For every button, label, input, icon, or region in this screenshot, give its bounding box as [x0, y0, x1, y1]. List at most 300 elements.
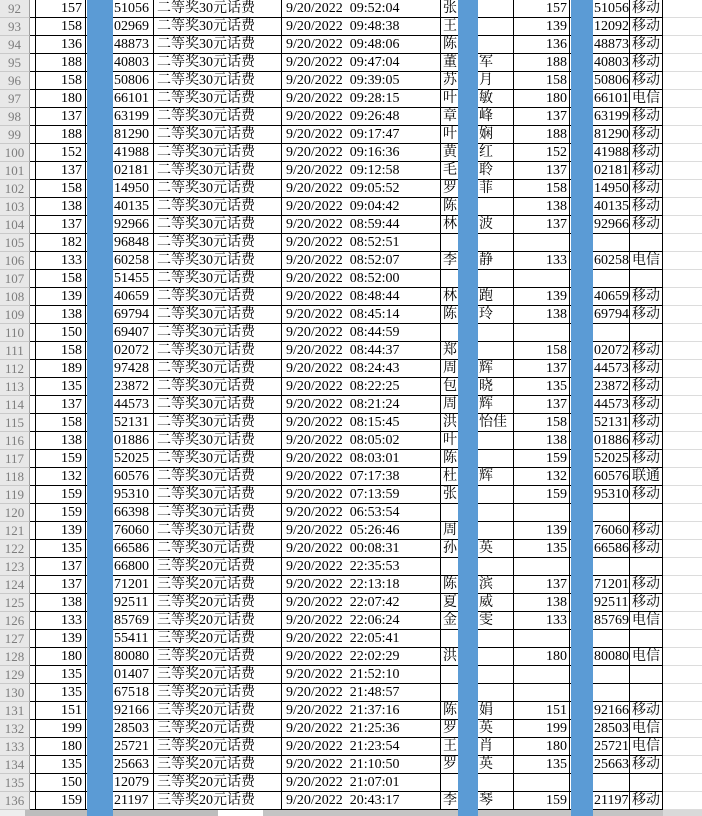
cell-outside-table[interactable]	[663, 612, 702, 630]
cell-phone-left-suffix[interactable]: 52025	[86, 450, 154, 468]
cell-carrier[interactable]: 移动	[630, 522, 663, 540]
cell-outside-table[interactable]	[663, 594, 702, 612]
cell-prize[interactable]: 二等奖30元话费	[154, 414, 282, 432]
cell-datetime[interactable]: 9/20/2022 09:05:52	[282, 180, 441, 198]
row-number[interactable]: 111	[0, 342, 30, 360]
cell-prize[interactable]: 三等奖20元话费	[154, 630, 282, 648]
row-number[interactable]: 128	[0, 648, 30, 666]
cell-phone-left-suffix[interactable]: 66586	[86, 540, 154, 558]
cell-datetime[interactable]: 9/20/2022 22:13:18	[282, 576, 441, 594]
cell-carrier[interactable]: 电信	[630, 612, 663, 630]
cell-phone-left-prefix[interactable]: 180	[36, 648, 86, 666]
cell-datetime[interactable]: 9/20/2022 07:17:38	[282, 468, 441, 486]
cell-outside-table[interactable]	[663, 72, 702, 90]
cell-phone-right-prefix[interactable]	[514, 234, 570, 252]
cell-prize[interactable]: 三等奖20元话费	[154, 738, 282, 756]
cell-phone-right-prefix[interactable]: 137	[514, 396, 570, 414]
cell-phone-left-prefix[interactable]: 138	[36, 306, 86, 324]
cell-datetime[interactable]: 9/20/2022 22:35:53	[282, 558, 441, 576]
cell-carrier[interactable]: 移动	[630, 306, 663, 324]
cell-phone-left-prefix[interactable]: 159	[36, 486, 86, 504]
cell-datetime[interactable]: 9/20/2022 22:06:24	[282, 612, 441, 630]
cell-carrier[interactable]: 联通	[630, 468, 663, 486]
cell-phone-right-suffix[interactable]: 44573	[570, 396, 630, 414]
cell-phone-right-prefix[interactable]: 159	[514, 792, 570, 810]
row-number[interactable]: 101	[0, 162, 30, 180]
cell-prize[interactable]: 二等奖30元话费	[154, 162, 282, 180]
cell-phone-right-prefix[interactable]	[514, 774, 570, 792]
cell-outside-table[interactable]	[663, 342, 702, 360]
cell-prize[interactable]: 三等奖20元话费	[154, 612, 282, 630]
cell-phone-right-prefix[interactable]: 138	[514, 594, 570, 612]
cell-phone-right-suffix[interactable]: 66101	[570, 90, 630, 108]
cell-phone-left-suffix[interactable]: 95310	[86, 486, 154, 504]
cell-phone-right-suffix[interactable]: 66586	[570, 540, 630, 558]
cell-prize[interactable]: 二等奖30元话费	[154, 234, 282, 252]
cell-prize[interactable]: 三等奖20元话费	[154, 576, 282, 594]
row-number[interactable]: 105	[0, 234, 30, 252]
row-number[interactable]: 95	[0, 54, 30, 72]
cell-datetime[interactable]: 9/20/2022 08:22:25	[282, 378, 441, 396]
cell-phone-right-prefix[interactable]: 188	[514, 126, 570, 144]
cell-outside-table[interactable]	[663, 576, 702, 594]
cell-phone-left-prefix[interactable]: 135	[36, 756, 86, 774]
cell-phone-right-prefix[interactable]	[514, 324, 570, 342]
row-number[interactable]: 127	[0, 630, 30, 648]
cell-outside-table[interactable]	[663, 162, 702, 180]
cell-datetime[interactable]: 9/20/2022 21:23:54	[282, 738, 441, 756]
cell-phone-right-suffix[interactable]: 40803	[570, 54, 630, 72]
cell-phone-left-suffix[interactable]: 97428	[86, 360, 154, 378]
cell-prize[interactable]: 三等奖20元话费	[154, 666, 282, 684]
cell-carrier[interactable]	[630, 774, 663, 792]
cell-datetime[interactable]: 9/20/2022 22:05:41	[282, 630, 441, 648]
cell-datetime[interactable]: 9/20/2022 08:52:00	[282, 270, 441, 288]
cell-phone-left-prefix[interactable]: 189	[36, 360, 86, 378]
cell-phone-right-prefix[interactable]	[514, 504, 570, 522]
cell-phone-left-suffix[interactable]: 01407	[86, 666, 154, 684]
cell-prize[interactable]: 二等奖30元话费	[154, 486, 282, 504]
cell-carrier[interactable]: 移动	[630, 414, 663, 432]
cell-phone-left-suffix[interactable]: 48873	[86, 36, 154, 54]
cell-prize[interactable]: 二等奖30元话费	[154, 144, 282, 162]
cell-outside-table[interactable]	[663, 486, 702, 504]
row-number[interactable]: 115	[0, 414, 30, 432]
cell-phone-right-prefix[interactable]	[514, 666, 570, 684]
cell-phone-left-prefix[interactable]: 150	[36, 324, 86, 342]
cell-phone-right-suffix[interactable]: 76060	[570, 522, 630, 540]
cell-phone-left-prefix[interactable]: 138	[36, 198, 86, 216]
cell-prize[interactable]: 三等奖20元话费	[154, 594, 282, 612]
cell-carrier[interactable]: 移动	[630, 108, 663, 126]
cell-datetime[interactable]: 9/20/2022 09:47:04	[282, 54, 441, 72]
cell-phone-left-suffix[interactable]: 76060	[86, 522, 154, 540]
cell-phone-left-suffix[interactable]: 60258	[86, 252, 154, 270]
cell-phone-left-prefix[interactable]: 158	[36, 18, 86, 36]
cell-outside-table[interactable]	[663, 180, 702, 198]
cell-prize[interactable]: 二等奖30元话费	[154, 468, 282, 486]
row-number[interactable]: 99	[0, 126, 30, 144]
cell-prize[interactable]: 二等奖30元话费	[154, 540, 282, 558]
cell-datetime[interactable]: 9/20/2022 09:16:36	[282, 144, 441, 162]
cell-phone-right-prefix[interactable]	[514, 630, 570, 648]
cell-carrier[interactable]: 电信	[630, 90, 663, 108]
cell-datetime[interactable]: 9/20/2022 07:13:59	[282, 486, 441, 504]
cell-phone-right-suffix[interactable]: 40135	[570, 198, 630, 216]
cell-phone-left-prefix[interactable]: 137	[36, 576, 86, 594]
cell-phone-right-suffix[interactable]: 51056	[570, 0, 630, 18]
row-number[interactable]: 107	[0, 270, 30, 288]
cell-prize[interactable]: 二等奖30元话费	[154, 288, 282, 306]
row-number[interactable]: 121	[0, 522, 30, 540]
cell-outside-table[interactable]	[663, 378, 702, 396]
cell-prize[interactable]: 二等奖30元话费	[154, 522, 282, 540]
cell-datetime[interactable]: 9/20/2022 09:52:04	[282, 0, 441, 18]
row-number[interactable]: 126	[0, 612, 30, 630]
cell-prize[interactable]: 二等奖30元话费	[154, 36, 282, 54]
cell-outside-table[interactable]	[663, 414, 702, 432]
cell-phone-left-suffix[interactable]: 14950	[86, 180, 154, 198]
cell-phone-right-suffix[interactable]: 02072	[570, 342, 630, 360]
cell-phone-right-suffix[interactable]: 14950	[570, 180, 630, 198]
cell-datetime[interactable]: 9/20/2022 09:12:58	[282, 162, 441, 180]
cell-phone-right-prefix[interactable]: 180	[514, 738, 570, 756]
cell-phone-left-prefix[interactable]: 158	[36, 180, 86, 198]
cell-prize[interactable]: 二等奖30元话费	[154, 378, 282, 396]
cell-prize[interactable]: 二等奖30元话费	[154, 270, 282, 288]
cell-datetime[interactable]: 9/20/2022 08:44:59	[282, 324, 441, 342]
cell-phone-left-suffix[interactable]: 25721	[86, 738, 154, 756]
cell-datetime[interactable]: 9/20/2022 08:03:01	[282, 450, 441, 468]
cell-carrier[interactable]: 移动	[630, 72, 663, 90]
cell-outside-table[interactable]	[663, 468, 702, 486]
cell-phone-right-prefix[interactable]: 135	[514, 378, 570, 396]
cell-carrier[interactable]	[630, 324, 663, 342]
cell-phone-right-suffix[interactable]: 52025	[570, 450, 630, 468]
cell-phone-left-prefix[interactable]: 152	[36, 144, 86, 162]
cell-phone-right-suffix[interactable]: 80080	[570, 648, 630, 666]
row-number[interactable]: 93	[0, 18, 30, 36]
cell-prize[interactable]: 三等奖20元话费	[154, 648, 282, 666]
cell-phone-right-prefix[interactable]: 133	[514, 612, 570, 630]
cell-phone-left-suffix[interactable]: 44573	[86, 396, 154, 414]
cell-prize[interactable]: 二等奖30元话费	[154, 180, 282, 198]
cell-prize[interactable]: 三等奖20元话费	[154, 774, 282, 792]
row-number[interactable]: 116	[0, 432, 30, 450]
cell-datetime[interactable]: 9/20/2022 09:48:06	[282, 36, 441, 54]
cell-outside-table[interactable]	[663, 252, 702, 270]
cell-phone-right-suffix[interactable]: 63199	[570, 108, 630, 126]
cell-phone-right-prefix[interactable]: 137	[514, 108, 570, 126]
cell-datetime[interactable]: 9/20/2022 09:17:47	[282, 126, 441, 144]
cell-phone-right-suffix[interactable]: 81290	[570, 126, 630, 144]
cell-carrier[interactable]: 电信	[630, 648, 663, 666]
row-number[interactable]: 124	[0, 576, 30, 594]
cell-outside-table[interactable]	[663, 504, 702, 522]
cell-carrier[interactable]	[630, 684, 663, 702]
cell-carrier[interactable]: 移动	[630, 342, 663, 360]
cell-phone-right-suffix[interactable]: 44573	[570, 360, 630, 378]
cell-prize[interactable]: 二等奖30元话费	[154, 504, 282, 522]
row-number[interactable]: 122	[0, 540, 30, 558]
cell-phone-right-prefix[interactable]: 133	[514, 252, 570, 270]
cell-phone-left-prefix[interactable]: 137	[36, 558, 86, 576]
cell-datetime[interactable]: 9/20/2022 21:37:16	[282, 702, 441, 720]
cell-outside-table[interactable]	[663, 288, 702, 306]
cell-datetime[interactable]: 9/20/2022 21:25:36	[282, 720, 441, 738]
cell-phone-right-suffix[interactable]: 71201	[570, 576, 630, 594]
row-number[interactable]: 120	[0, 504, 30, 522]
cell-datetime[interactable]: 9/20/2022 08:59:44	[282, 216, 441, 234]
cell-carrier[interactable]: 移动	[630, 702, 663, 720]
cell-phone-left-prefix[interactable]: 150	[36, 774, 86, 792]
cell-phone-left-prefix[interactable]: 137	[36, 162, 86, 180]
row-number[interactable]: 102	[0, 180, 30, 198]
cell-phone-left-suffix[interactable]: 02072	[86, 342, 154, 360]
cell-carrier[interactable]: 移动	[630, 180, 663, 198]
cell-phone-right-suffix[interactable]: 02181	[570, 162, 630, 180]
cell-datetime[interactable]: 9/20/2022 21:10:50	[282, 756, 441, 774]
row-number[interactable]: 100	[0, 144, 30, 162]
cell-outside-table[interactable]	[663, 360, 702, 378]
cell-carrier[interactable]: 移动	[630, 756, 663, 774]
cell-phone-right-prefix[interactable]: 158	[514, 342, 570, 360]
cell-phone-left-suffix[interactable]: 80080	[86, 648, 154, 666]
cell-phone-left-prefix[interactable]: 137	[36, 396, 86, 414]
row-number[interactable]: 119	[0, 486, 30, 504]
cell-datetime[interactable]: 9/20/2022 08:52:07	[282, 252, 441, 270]
cell-prize[interactable]: 二等奖30元话费	[154, 432, 282, 450]
row-number[interactable]: 118	[0, 468, 30, 486]
cell-prize[interactable]: 二等奖30元话费	[154, 216, 282, 234]
cell-phone-left-suffix[interactable]: 66398	[86, 504, 154, 522]
cell-phone-right-prefix[interactable]: 151	[514, 702, 570, 720]
cell-prize[interactable]: 二等奖30元话费	[154, 252, 282, 270]
cell-phone-left-prefix[interactable]: 133	[36, 612, 86, 630]
cell-phone-left-suffix[interactable]: 96848	[86, 234, 154, 252]
cell-outside-table[interactable]	[663, 306, 702, 324]
cell-phone-right-prefix[interactable]: 137	[514, 162, 570, 180]
cell-prize[interactable]: 三等奖20元话费	[154, 756, 282, 774]
cell-outside-table[interactable]	[663, 702, 702, 720]
cell-phone-left-prefix[interactable]: 135	[36, 684, 86, 702]
cell-phone-left-prefix[interactable]: 180	[36, 738, 86, 756]
cell-carrier[interactable]: 移动	[630, 360, 663, 378]
cell-outside-table[interactable]	[663, 522, 702, 540]
cell-phone-left-suffix[interactable]: 21197	[86, 792, 154, 810]
cell-outside-table[interactable]	[663, 648, 702, 666]
cell-outside-table[interactable]	[663, 432, 702, 450]
cell-phone-right-suffix[interactable]: 60258	[570, 252, 630, 270]
cell-phone-right-prefix[interactable]: 139	[514, 18, 570, 36]
cell-phone-right-suffix[interactable]: 92966	[570, 216, 630, 234]
cell-prize[interactable]: 二等奖30元话费	[154, 396, 282, 414]
cell-datetime[interactable]: 9/20/2022 21:52:10	[282, 666, 441, 684]
cell-prize[interactable]: 三等奖20元话费	[154, 792, 282, 810]
cell-datetime[interactable]: 9/20/2022 09:04:42	[282, 198, 441, 216]
cell-prize[interactable]: 二等奖30元话费	[154, 54, 282, 72]
cell-phone-right-suffix[interactable]: 21197	[570, 792, 630, 810]
cell-phone-left-suffix[interactable]: 40803	[86, 54, 154, 72]
cell-phone-left-prefix[interactable]: 188	[36, 54, 86, 72]
cell-prize[interactable]: 二等奖30元话费	[154, 72, 282, 90]
row-number[interactable]: 129	[0, 666, 30, 684]
cell-carrier[interactable]: 移动	[630, 486, 663, 504]
cell-phone-right-suffix[interactable]: 41988	[570, 144, 630, 162]
cell-phone-left-suffix[interactable]: 81290	[86, 126, 154, 144]
cell-phone-left-suffix[interactable]: 28503	[86, 720, 154, 738]
cell-datetime[interactable]: 9/20/2022 06:53:54	[282, 504, 441, 522]
cell-phone-left-prefix[interactable]: 133	[36, 252, 86, 270]
cell-datetime[interactable]: 9/20/2022 08:24:43	[282, 360, 441, 378]
cell-phone-left-suffix[interactable]: 01886	[86, 432, 154, 450]
cell-phone-left-prefix[interactable]: 158	[36, 270, 86, 288]
cell-phone-right-suffix[interactable]: 48873	[570, 36, 630, 54]
cell-phone-left-prefix[interactable]: 159	[36, 504, 86, 522]
cell-datetime[interactable]: 9/20/2022 05:26:46	[282, 522, 441, 540]
cell-carrier[interactable]	[630, 270, 663, 288]
cell-datetime[interactable]: 9/20/2022 08:44:37	[282, 342, 441, 360]
row-number[interactable]: 134	[0, 756, 30, 774]
cell-phone-left-prefix[interactable]: 158	[36, 414, 86, 432]
cell-carrier[interactable]: 移动	[630, 450, 663, 468]
cell-outside-table[interactable]	[663, 0, 702, 18]
cell-phone-left-suffix[interactable]: 71201	[86, 576, 154, 594]
cell-phone-right-prefix[interactable]: 188	[514, 54, 570, 72]
cell-prize[interactable]: 二等奖30元话费	[154, 18, 282, 36]
cell-datetime[interactable]: 9/20/2022 00:08:31	[282, 540, 441, 558]
cell-phone-left-prefix[interactable]: 157	[36, 0, 86, 18]
cell-phone-right-prefix[interactable]: 139	[514, 522, 570, 540]
cell-phone-right-suffix[interactable]: 92511	[570, 594, 630, 612]
cell-phone-right-prefix[interactable]: 157	[514, 0, 570, 18]
cell-carrier[interactable]: 移动	[630, 144, 663, 162]
cell-carrier[interactable]	[630, 234, 663, 252]
cell-phone-right-prefix[interactable]: 159	[514, 486, 570, 504]
cell-phone-right-prefix[interactable]: 138	[514, 432, 570, 450]
cell-phone-left-suffix[interactable]: 52131	[86, 414, 154, 432]
cell-datetime[interactable]: 9/20/2022 22:02:29	[282, 648, 441, 666]
row-number[interactable]: 114	[0, 396, 30, 414]
cell-outside-table[interactable]	[663, 36, 702, 54]
cell-outside-table[interactable]	[663, 792, 702, 810]
cell-carrier[interactable]: 移动	[630, 792, 663, 810]
row-number[interactable]: 98	[0, 108, 30, 126]
cell-phone-right-prefix[interactable]: 158	[514, 414, 570, 432]
cell-outside-table[interactable]	[663, 18, 702, 36]
cell-phone-right-suffix[interactable]: 85769	[570, 612, 630, 630]
cell-phone-right-suffix[interactable]: 23872	[570, 378, 630, 396]
cell-prize[interactable]: 二等奖30元话费	[154, 108, 282, 126]
cell-phone-left-prefix[interactable]: 137	[36, 216, 86, 234]
cell-outside-table[interactable]	[663, 198, 702, 216]
cell-carrier[interactable]: 移动	[630, 216, 663, 234]
cell-phone-left-suffix[interactable]: 66101	[86, 90, 154, 108]
row-number[interactable]: 108	[0, 288, 30, 306]
cell-outside-table[interactable]	[663, 216, 702, 234]
cell-outside-table[interactable]	[663, 234, 702, 252]
cell-datetime[interactable]: 9/20/2022 08:21:24	[282, 396, 441, 414]
cell-carrier[interactable]	[630, 630, 663, 648]
cell-carrier[interactable]: 电信	[630, 252, 663, 270]
cell-phone-right-suffix[interactable]: 40659	[570, 288, 630, 306]
cell-phone-left-suffix[interactable]: 67518	[86, 684, 154, 702]
cell-carrier[interactable]: 移动	[630, 540, 663, 558]
cell-phone-left-prefix[interactable]: 159	[36, 450, 86, 468]
cell-outside-table[interactable]	[663, 324, 702, 342]
cell-datetime[interactable]: 9/20/2022 08:52:51	[282, 234, 441, 252]
cell-prize[interactable]: 二等奖30元话费	[154, 360, 282, 378]
cell-phone-right-suffix[interactable]: 52131	[570, 414, 630, 432]
cell-carrier[interactable]: 移动	[630, 576, 663, 594]
row-number[interactable]: 133	[0, 738, 30, 756]
cell-phone-left-suffix[interactable]: 92511	[86, 594, 154, 612]
cell-phone-right-prefix[interactable]: 158	[514, 180, 570, 198]
cell-phone-left-suffix[interactable]: 02181	[86, 162, 154, 180]
cell-phone-right-prefix[interactable]: 158	[514, 72, 570, 90]
cell-outside-table[interactable]	[663, 630, 702, 648]
cell-carrier[interactable]: 移动	[630, 378, 663, 396]
cell-datetime[interactable]: 9/20/2022 09:26:48	[282, 108, 441, 126]
cell-prize[interactable]: 二等奖30元话费	[154, 0, 282, 18]
cell-carrier[interactable]: 移动	[630, 396, 663, 414]
row-number[interactable]: 123	[0, 558, 30, 576]
cell-phone-right-suffix[interactable]: 95310	[570, 486, 630, 504]
cell-prize[interactable]: 三等奖20元话费	[154, 558, 282, 576]
row-number[interactable]: 130	[0, 684, 30, 702]
row-number[interactable]: 109	[0, 306, 30, 324]
cell-carrier[interactable]: 移动	[630, 54, 663, 72]
cell-datetime[interactable]: 9/20/2022 08:05:02	[282, 432, 441, 450]
cell-outside-table[interactable]	[663, 90, 702, 108]
cell-carrier[interactable]: 移动	[630, 288, 663, 306]
cell-phone-left-suffix[interactable]: 51455	[86, 270, 154, 288]
cell-phone-left-suffix[interactable]: 25663	[86, 756, 154, 774]
cell-datetime[interactable]: 9/20/2022 08:15:45	[282, 414, 441, 432]
cell-phone-left-suffix[interactable]: 69407	[86, 324, 154, 342]
cell-phone-right-prefix[interactable]: 139	[514, 288, 570, 306]
cell-phone-left-prefix[interactable]: 151	[36, 702, 86, 720]
cell-phone-left-suffix[interactable]: 66800	[86, 558, 154, 576]
cell-outside-table[interactable]	[663, 720, 702, 738]
cell-carrier[interactable]: 移动	[630, 0, 663, 18]
cell-outside-table[interactable]	[663, 144, 702, 162]
cell-prize[interactable]: 二等奖30元话费	[154, 198, 282, 216]
cell-phone-left-prefix[interactable]: 182	[36, 234, 86, 252]
cell-prize[interactable]: 三等奖20元话费	[154, 684, 282, 702]
cell-prize[interactable]: 二等奖30元话费	[154, 324, 282, 342]
cell-outside-table[interactable]	[663, 396, 702, 414]
cell-phone-right-prefix[interactable]: 180	[514, 90, 570, 108]
cell-phone-right-prefix[interactable]: 137	[514, 360, 570, 378]
cell-prize[interactable]: 三等奖20元话费	[154, 720, 282, 738]
cell-phone-right-prefix[interactable]: 137	[514, 576, 570, 594]
cell-datetime[interactable]: 9/20/2022 21:48:57	[282, 684, 441, 702]
cell-phone-left-prefix[interactable]: 135	[36, 378, 86, 396]
cell-prize[interactable]: 二等奖30元话费	[154, 342, 282, 360]
cell-carrier[interactable]: 电信	[630, 738, 663, 756]
cell-outside-table[interactable]	[663, 108, 702, 126]
cell-phone-left-suffix[interactable]: 50806	[86, 72, 154, 90]
cell-phone-right-prefix[interactable]: 180	[514, 648, 570, 666]
cell-prize[interactable]: 二等奖30元话费	[154, 306, 282, 324]
cell-outside-table[interactable]	[663, 540, 702, 558]
row-number[interactable]: 113	[0, 378, 30, 396]
cell-phone-left-prefix[interactable]: 137	[36, 108, 86, 126]
cell-phone-left-prefix[interactable]: 135	[36, 540, 86, 558]
cell-datetime[interactable]: 9/20/2022 20:43:17	[282, 792, 441, 810]
cell-outside-table[interactable]	[663, 450, 702, 468]
